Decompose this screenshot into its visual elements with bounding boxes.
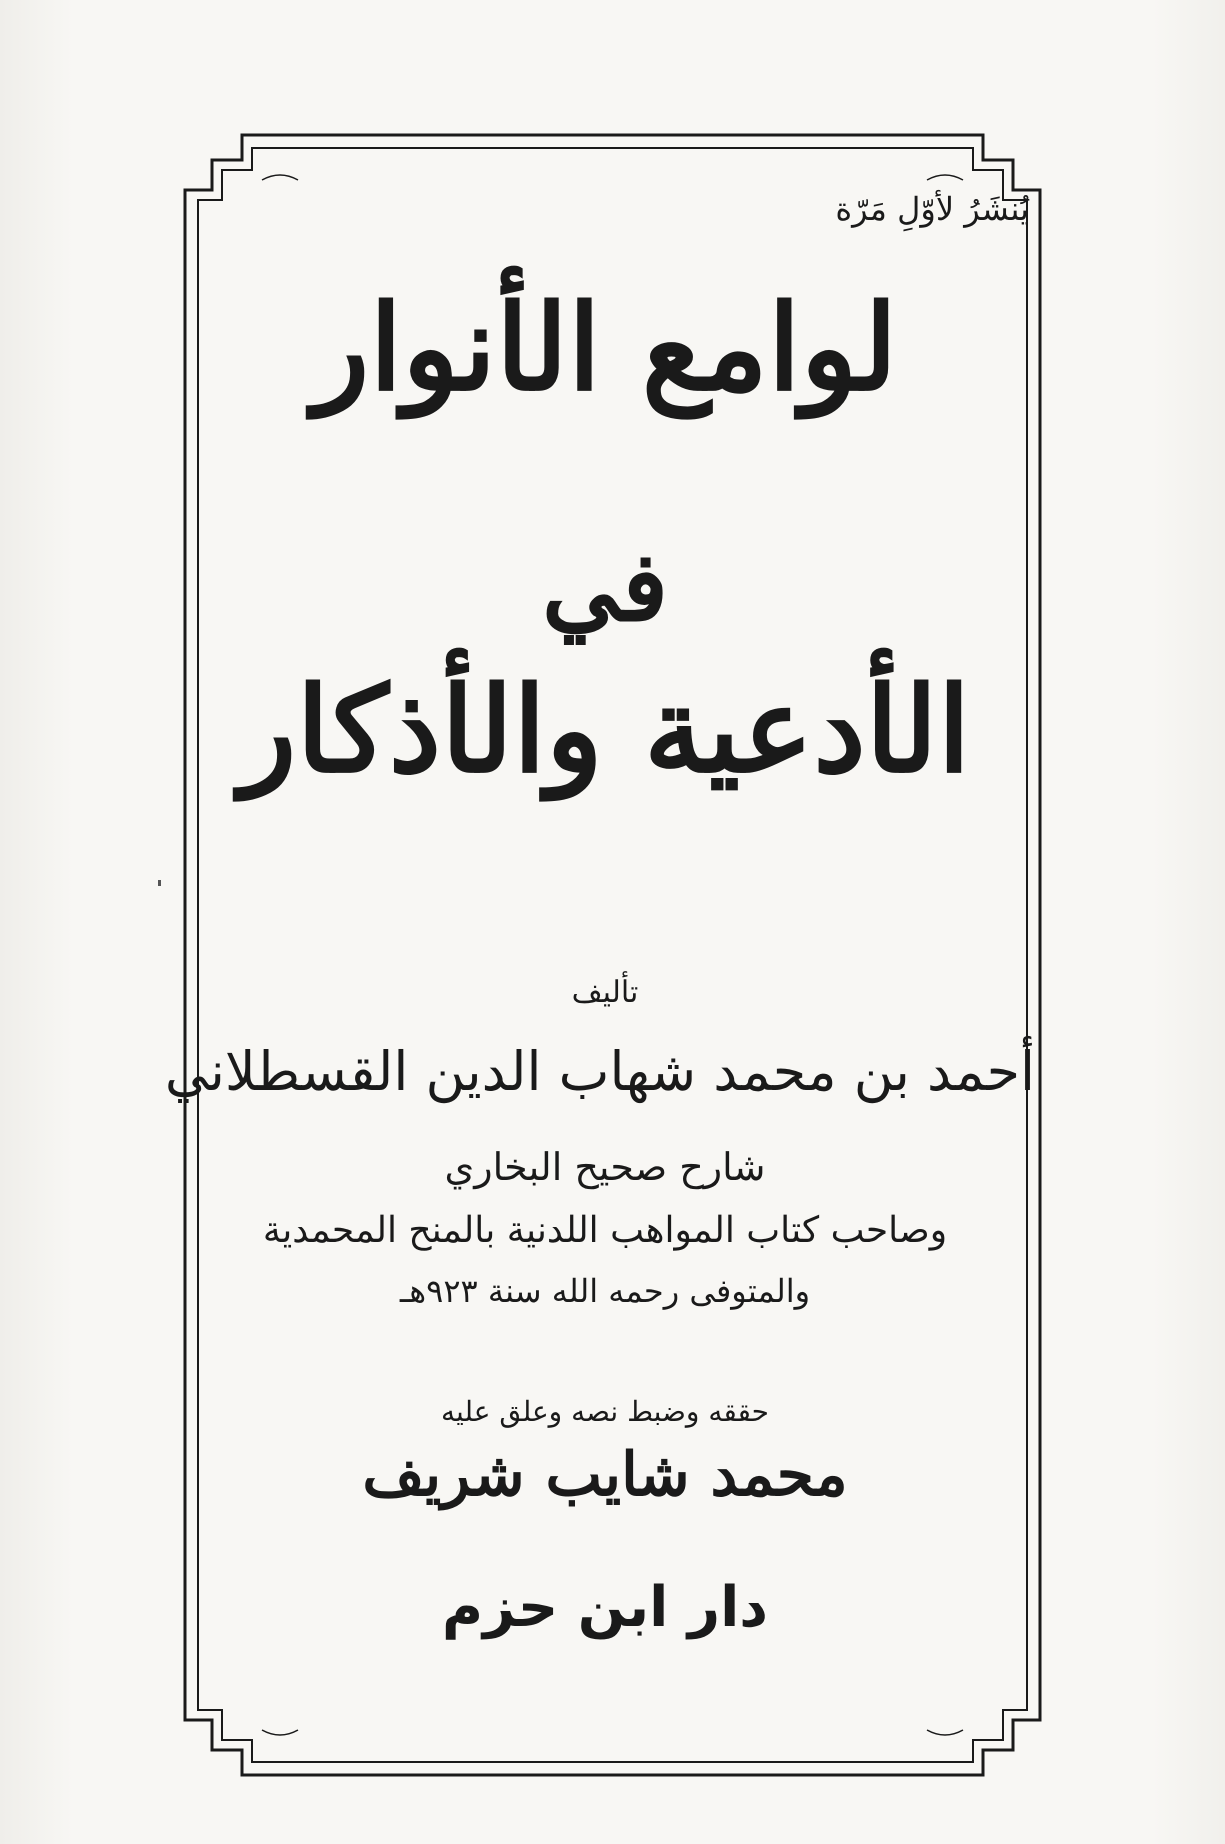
editor-name: محمد شايب شريف bbox=[362, 1440, 848, 1510]
print-speck bbox=[158, 880, 161, 886]
author-name: أحمد بن محمد شهاب الدين القسطلاني bbox=[164, 1040, 1035, 1103]
editor-label: حققه وضبط نصه وعلق عليه bbox=[441, 1395, 769, 1428]
authorship-label: تأليف bbox=[571, 975, 639, 1010]
author-description-3: والمتوفى رحمه الله سنة ٩٢٣هـ bbox=[399, 1272, 811, 1310]
publisher-name: دار ابن حزم bbox=[441, 1575, 769, 1640]
author-description-2: وصاحب كتاب المواهب اللدنية بالمنح المحمدية bbox=[262, 1210, 948, 1251]
first-publication-note: يُنشَرُ لأوّلِ مَرّة bbox=[835, 190, 1029, 228]
cover-text-block bbox=[164, 190, 1035, 1720]
title-line-3: الأدعية والأذكار bbox=[239, 660, 971, 799]
author-description-1: شارح صحيح البخاري bbox=[444, 1145, 766, 1189]
title-line-1: لوامع الأنوار bbox=[312, 278, 898, 417]
title-line-2: في bbox=[542, 530, 668, 643]
